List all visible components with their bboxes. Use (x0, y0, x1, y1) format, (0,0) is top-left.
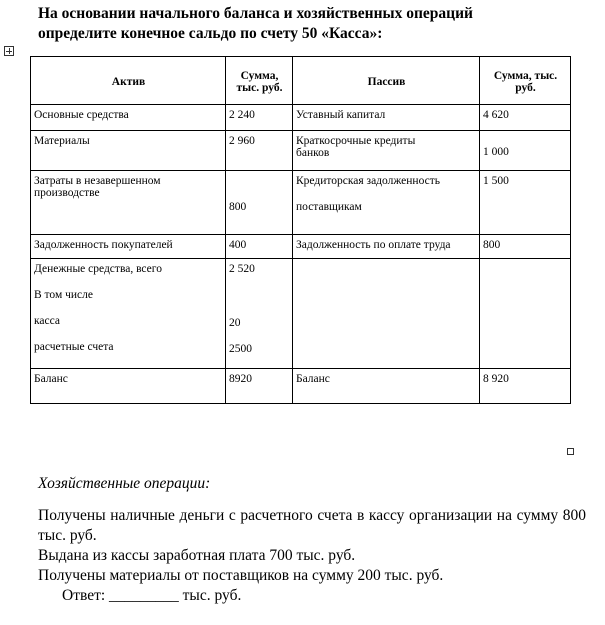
liability-sum-cell: 1 500 (480, 171, 571, 235)
liability-sum-cell (480, 259, 571, 369)
liability-line: банков (296, 147, 330, 159)
asset-line: касса (34, 315, 60, 327)
table-resize-handle-icon[interactable] (567, 448, 574, 455)
liability-sum-cell: 8 920 (480, 369, 571, 404)
liability-cell: Уставный капитал (293, 105, 480, 131)
operation-2: Выдана из кассы заработная плата 700 тыс. руб. (38, 547, 356, 564)
asset-sum-value: 800 (229, 201, 247, 213)
asset-cell: Материалы (31, 131, 226, 171)
balance-table (30, 56, 571, 404)
table-row (31, 259, 571, 369)
asset-sum-cell (226, 171, 293, 235)
asset-line: Денежные средства, всего (34, 263, 162, 275)
asset-line: В том числе (34, 289, 93, 301)
asset-line: расчетные счета (34, 341, 114, 353)
asset-cell (31, 171, 226, 235)
liability-line: поставщикам (296, 201, 362, 213)
asset-sum-cell: 400 (226, 235, 293, 259)
table-row (31, 105, 571, 131)
table-row (31, 235, 571, 259)
asset-sum-cell: 2 960 (226, 131, 293, 171)
asset-cell: Задолженность покупателей (31, 235, 226, 259)
table-move-handle-icon[interactable] (4, 46, 14, 56)
liability-cell (293, 171, 480, 235)
title-line-2: определите конечное сальдо по счету 50 «Касса»: (38, 25, 383, 42)
header-liability: Пассив (293, 57, 480, 105)
asset-cell: Основные средства (31, 105, 226, 131)
liability-cell: Баланс (293, 369, 480, 404)
header-liability-sum: Сумма, тыс. руб. (480, 57, 571, 105)
operation-1: Получены наличные деньги с расчетного счета в кассу организации на сумму 800 тыс. руб. (38, 507, 586, 544)
asset-sum-value: 2 520 (229, 263, 255, 275)
operations-section (38, 474, 586, 606)
asset-sum-cell (226, 259, 293, 369)
liability-line: Кредиторская задолженность (296, 175, 440, 187)
liability-sum-cell: 800 (480, 235, 571, 259)
asset-line: Затраты в незавершенном (34, 175, 161, 187)
header-asset-sum: Сумма, тыс. руб. (226, 57, 293, 105)
asset-sum-cell: 2 240 (226, 105, 293, 131)
operations-heading: Хозяйственные операции: (38, 475, 211, 492)
asset-cell: Баланс (31, 369, 226, 404)
task-title (38, 4, 598, 44)
liability-cell: Задолженность по оплате труда (293, 235, 480, 259)
liability-sum-cell: 1 000 (480, 131, 571, 171)
header-asset: Актив (31, 57, 226, 105)
table-row (31, 171, 571, 235)
table-header-row (31, 57, 571, 105)
liability-line: Краткосрочные кредиты (296, 135, 416, 147)
liability-cell (293, 131, 480, 171)
asset-sum-value: 2500 (229, 343, 252, 355)
table-row (31, 131, 571, 171)
liability-sum-cell: 4 620 (480, 105, 571, 131)
liability-cell (293, 259, 480, 369)
answer-line: Ответ: _________ тыс. руб. (62, 587, 242, 604)
operation-3: Получены материалы от поставщиков на сумму 200 тыс. руб. (38, 567, 444, 584)
asset-line: производстве (34, 187, 100, 199)
asset-cell (31, 259, 226, 369)
title-line-1: На основании начального баланса и хозяйственных операций (38, 5, 473, 22)
table-row-total (31, 369, 571, 404)
asset-sum-cell: 8920 (226, 369, 293, 404)
asset-sum-value: 20 (229, 317, 241, 329)
